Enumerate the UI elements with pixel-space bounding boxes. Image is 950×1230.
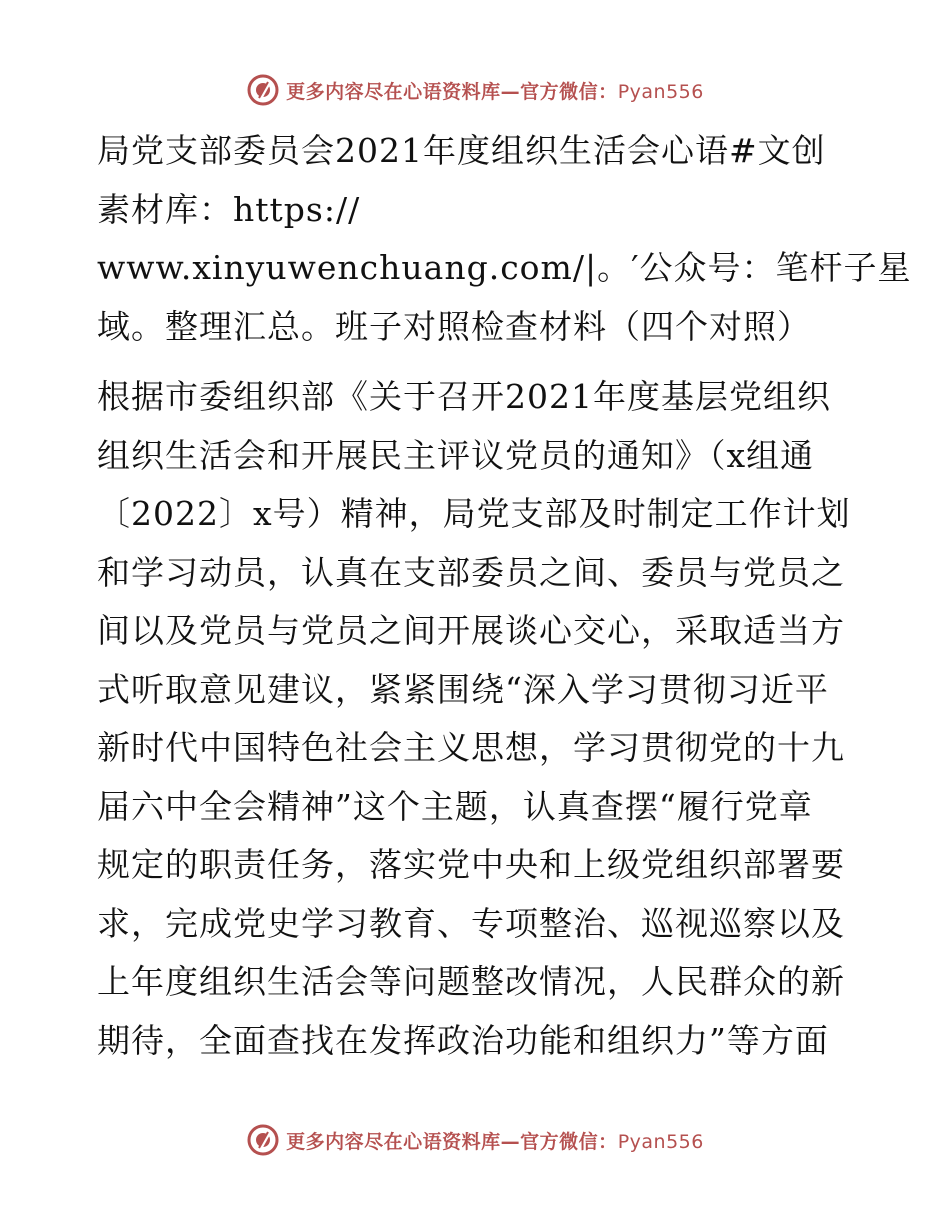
title-line: 素材库：https://: [97, 189, 361, 229]
title-line: 域。整理汇总。班子对照检查材料（四个对照）: [97, 306, 811, 346]
wechat-id: Pyan556: [617, 1130, 704, 1153]
wechat-id: Pyan556: [617, 80, 704, 103]
paragraph-line: 间以及党员与党员之间开展谈心交心，采取适当方: [97, 611, 845, 650]
footer-watermark-banner: [0, 1120, 950, 1160]
document-title: [97, 122, 912, 356]
body-paragraph: [97, 368, 857, 1070]
paragraph-line: 和学习动员，认真在支部委员之间、委员与党员之: [97, 552, 845, 592]
brand-logo-icon: [246, 1123, 280, 1157]
title-line: www.xinyuwenchuang.com/|。′公众号：笔杆子星: [97, 248, 912, 287]
paragraph-line: 上年度组织生活会等问题整改情况，人民群众的新: [97, 962, 845, 1001]
watermark-text: [286, 77, 704, 104]
watermark-separator: —: [500, 1130, 521, 1153]
paragraph-line: 规定的职责任务，落实党中央和上级党组织部署要: [97, 845, 845, 884]
paragraph-line: 新时代中国特色社会主义思想，学习贯彻党的十九: [97, 728, 845, 767]
paragraph-line: 求，完成党史学习教育、专项整治、巡视巡察以及: [97, 903, 845, 943]
header-watermark-banner: [0, 70, 950, 110]
watermark-suffix: 官方微信：: [520, 80, 618, 103]
paragraph-line: 期待，全面查找在发挥政治功能和组织力”等方面: [97, 1020, 829, 1060]
paragraph-line: 〔2022〕x号）精神，局党支部及时制定工作计划: [97, 494, 851, 533]
title-line: 局党支部委员会2021年度组织生活会心语#文创: [97, 131, 826, 170]
watermark-separator: —: [500, 80, 521, 103]
paragraph-line: 届六中全会精神”这个主题，认真查摆“履行党章: [97, 786, 813, 826]
paragraph-line: 式听取意见建议，紧紧围绕“深入学习贯彻习近平: [97, 669, 829, 709]
paragraph-line: 根据市委组织部《关于召开2021年度基层党组织: [97, 377, 831, 416]
watermark-suffix: 官方微信：: [520, 1130, 618, 1153]
brand-logo-icon: [246, 73, 280, 107]
watermark-text: [286, 1127, 704, 1154]
watermark-main: 更多内容尽在心语资料库: [286, 80, 501, 103]
watermark-main: 更多内容尽在心语资料库: [286, 1130, 501, 1153]
paragraph-line: 组织生活会和开展民主评议党员的通知》（x组通: [97, 435, 815, 475]
